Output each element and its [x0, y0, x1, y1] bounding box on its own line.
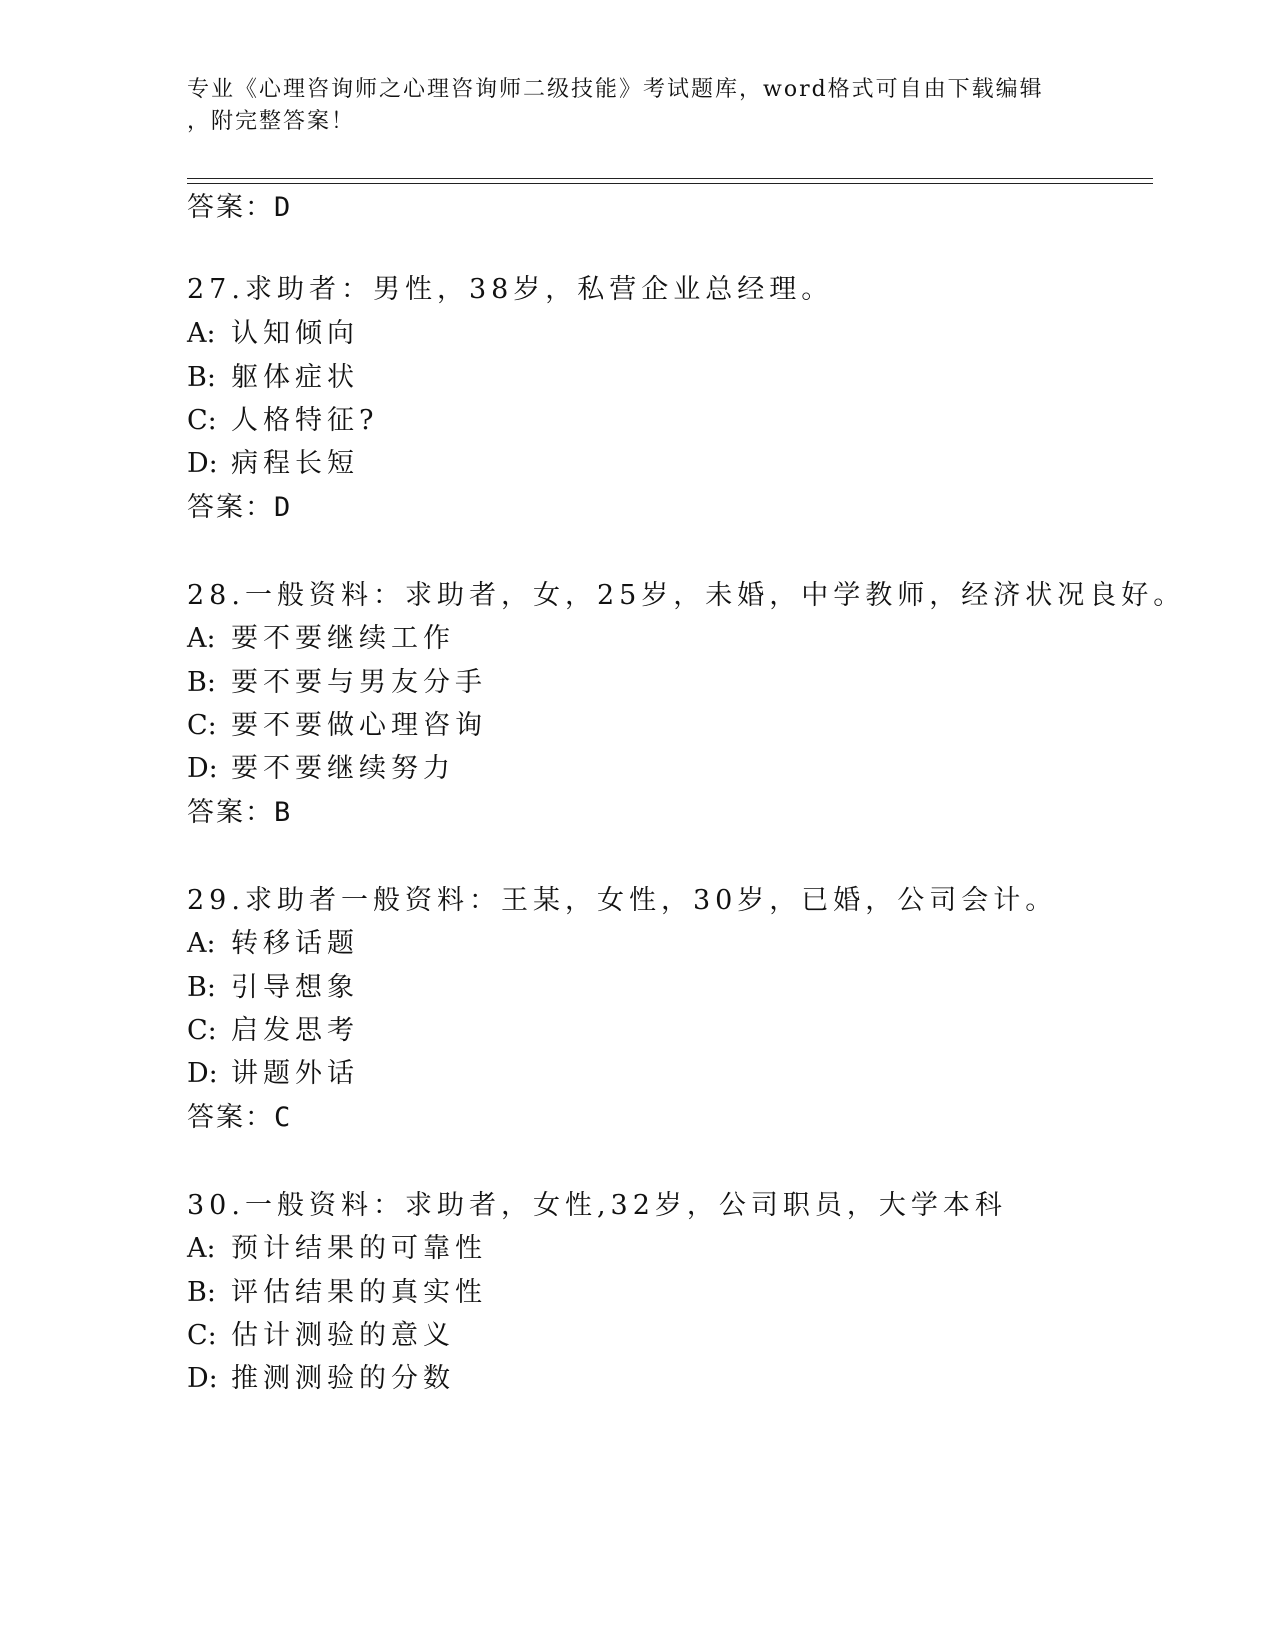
- answer-value: C: [274, 1102, 293, 1133]
- question-29-answer: [187, 1100, 292, 1136]
- question-text: 一般资料：求助者，女性,32岁，公司职员，大学本科: [244, 1190, 1007, 1221]
- option-letter: C:: [187, 710, 217, 741]
- option-text: 人格特征?: [231, 405, 379, 436]
- answer-value: B: [274, 797, 293, 828]
- option-letter: A:: [187, 318, 216, 349]
- option-letter: D:: [187, 753, 218, 784]
- question-28-option-c: [187, 708, 487, 744]
- answer-prev: [187, 190, 292, 226]
- question-27-option-c: [187, 403, 378, 439]
- question-29-option-b: [187, 970, 359, 1006]
- option-text: 要不要继续努力: [231, 753, 455, 784]
- question-text: 求助者一般资料：王某，女性，30岁，已婚，公司会计。: [244, 885, 1058, 916]
- header-divider-bottom: [187, 183, 1153, 184]
- question-text: 一般资料：求助者，女，25岁，未婚，中学教师，经济状况良好。: [244, 580, 1186, 611]
- option-letter: D:: [187, 448, 218, 479]
- option-letter: A:: [187, 623, 216, 654]
- option-text: 讲题外话: [231, 1058, 359, 1089]
- answer-label: 答案：: [187, 1102, 274, 1133]
- question-29: [187, 883, 1057, 919]
- question-28-answer: [187, 795, 292, 831]
- question-29-option-d: [187, 1056, 359, 1092]
- option-text: 估计测验的意义: [231, 1320, 455, 1351]
- question-27-option-b: [187, 360, 359, 396]
- question-28-option-b: [187, 665, 487, 701]
- question-27-answer: [187, 490, 292, 526]
- question-29-option-a: [187, 926, 359, 962]
- question-28-option-a: [187, 621, 455, 657]
- option-text: 病程长短: [231, 448, 359, 479]
- option-text: 转移话题: [231, 928, 359, 959]
- option-text: 认知倾向: [231, 318, 359, 349]
- option-text: 躯体症状: [231, 362, 359, 393]
- option-letter: D:: [187, 1363, 218, 1394]
- option-letter: A:: [187, 928, 216, 959]
- option-letter: C:: [187, 405, 217, 436]
- page-header: [187, 74, 1067, 138]
- question-27-option-d: [187, 446, 359, 482]
- question-30-option-c: [187, 1318, 455, 1354]
- question-30: [187, 1188, 1007, 1224]
- header-line-1: 专业《心理咨询师之心理咨询师二级技能》考试题库，word格式可自由下载编辑: [187, 77, 1044, 102]
- option-letter: C:: [187, 1320, 217, 1351]
- header-divider-top: [187, 178, 1153, 179]
- option-text: 要不要继续工作: [231, 623, 455, 654]
- question-number: 27.: [187, 274, 245, 305]
- question-text: 求助者：男性，38岁，私营企业总经理。: [244, 274, 834, 305]
- option-letter: B:: [187, 362, 216, 393]
- option-text: 引导想象: [231, 972, 359, 1003]
- answer-label: 答案：: [187, 192, 274, 223]
- question-30-option-d: [187, 1361, 455, 1397]
- option-text: 要不要做心理咨询: [231, 710, 487, 741]
- header-line-2: ，附完整答案！: [187, 109, 356, 134]
- question-27-option-a: [187, 316, 359, 352]
- option-letter: B:: [187, 972, 216, 1003]
- answer-value: D: [274, 192, 293, 223]
- question-number: 29.: [187, 885, 245, 916]
- option-letter: A:: [187, 1233, 216, 1264]
- answer-label: 答案：: [187, 797, 274, 828]
- question-28-option-d: [187, 751, 455, 787]
- question-30-option-a: [187, 1231, 487, 1267]
- option-text: 预计结果的可靠性: [231, 1233, 487, 1264]
- option-letter: B:: [187, 667, 216, 698]
- option-letter: B:: [187, 1277, 216, 1308]
- question-29-option-c: [187, 1013, 359, 1049]
- option-text: 要不要与男友分手: [231, 667, 487, 698]
- option-letter: C:: [187, 1015, 217, 1046]
- question-27: [187, 272, 833, 308]
- option-letter: D:: [187, 1058, 218, 1089]
- option-text: 推测测验的分数: [231, 1363, 455, 1394]
- option-text: 启发思考: [231, 1015, 359, 1046]
- question-30-option-b: [187, 1275, 487, 1311]
- question-28: [187, 578, 1185, 614]
- option-text: 评估结果的真实性: [231, 1277, 487, 1308]
- answer-value: D: [274, 492, 293, 523]
- question-number: 30.: [187, 1190, 245, 1221]
- answer-label: 答案：: [187, 492, 274, 523]
- question-number: 28.: [187, 580, 245, 611]
